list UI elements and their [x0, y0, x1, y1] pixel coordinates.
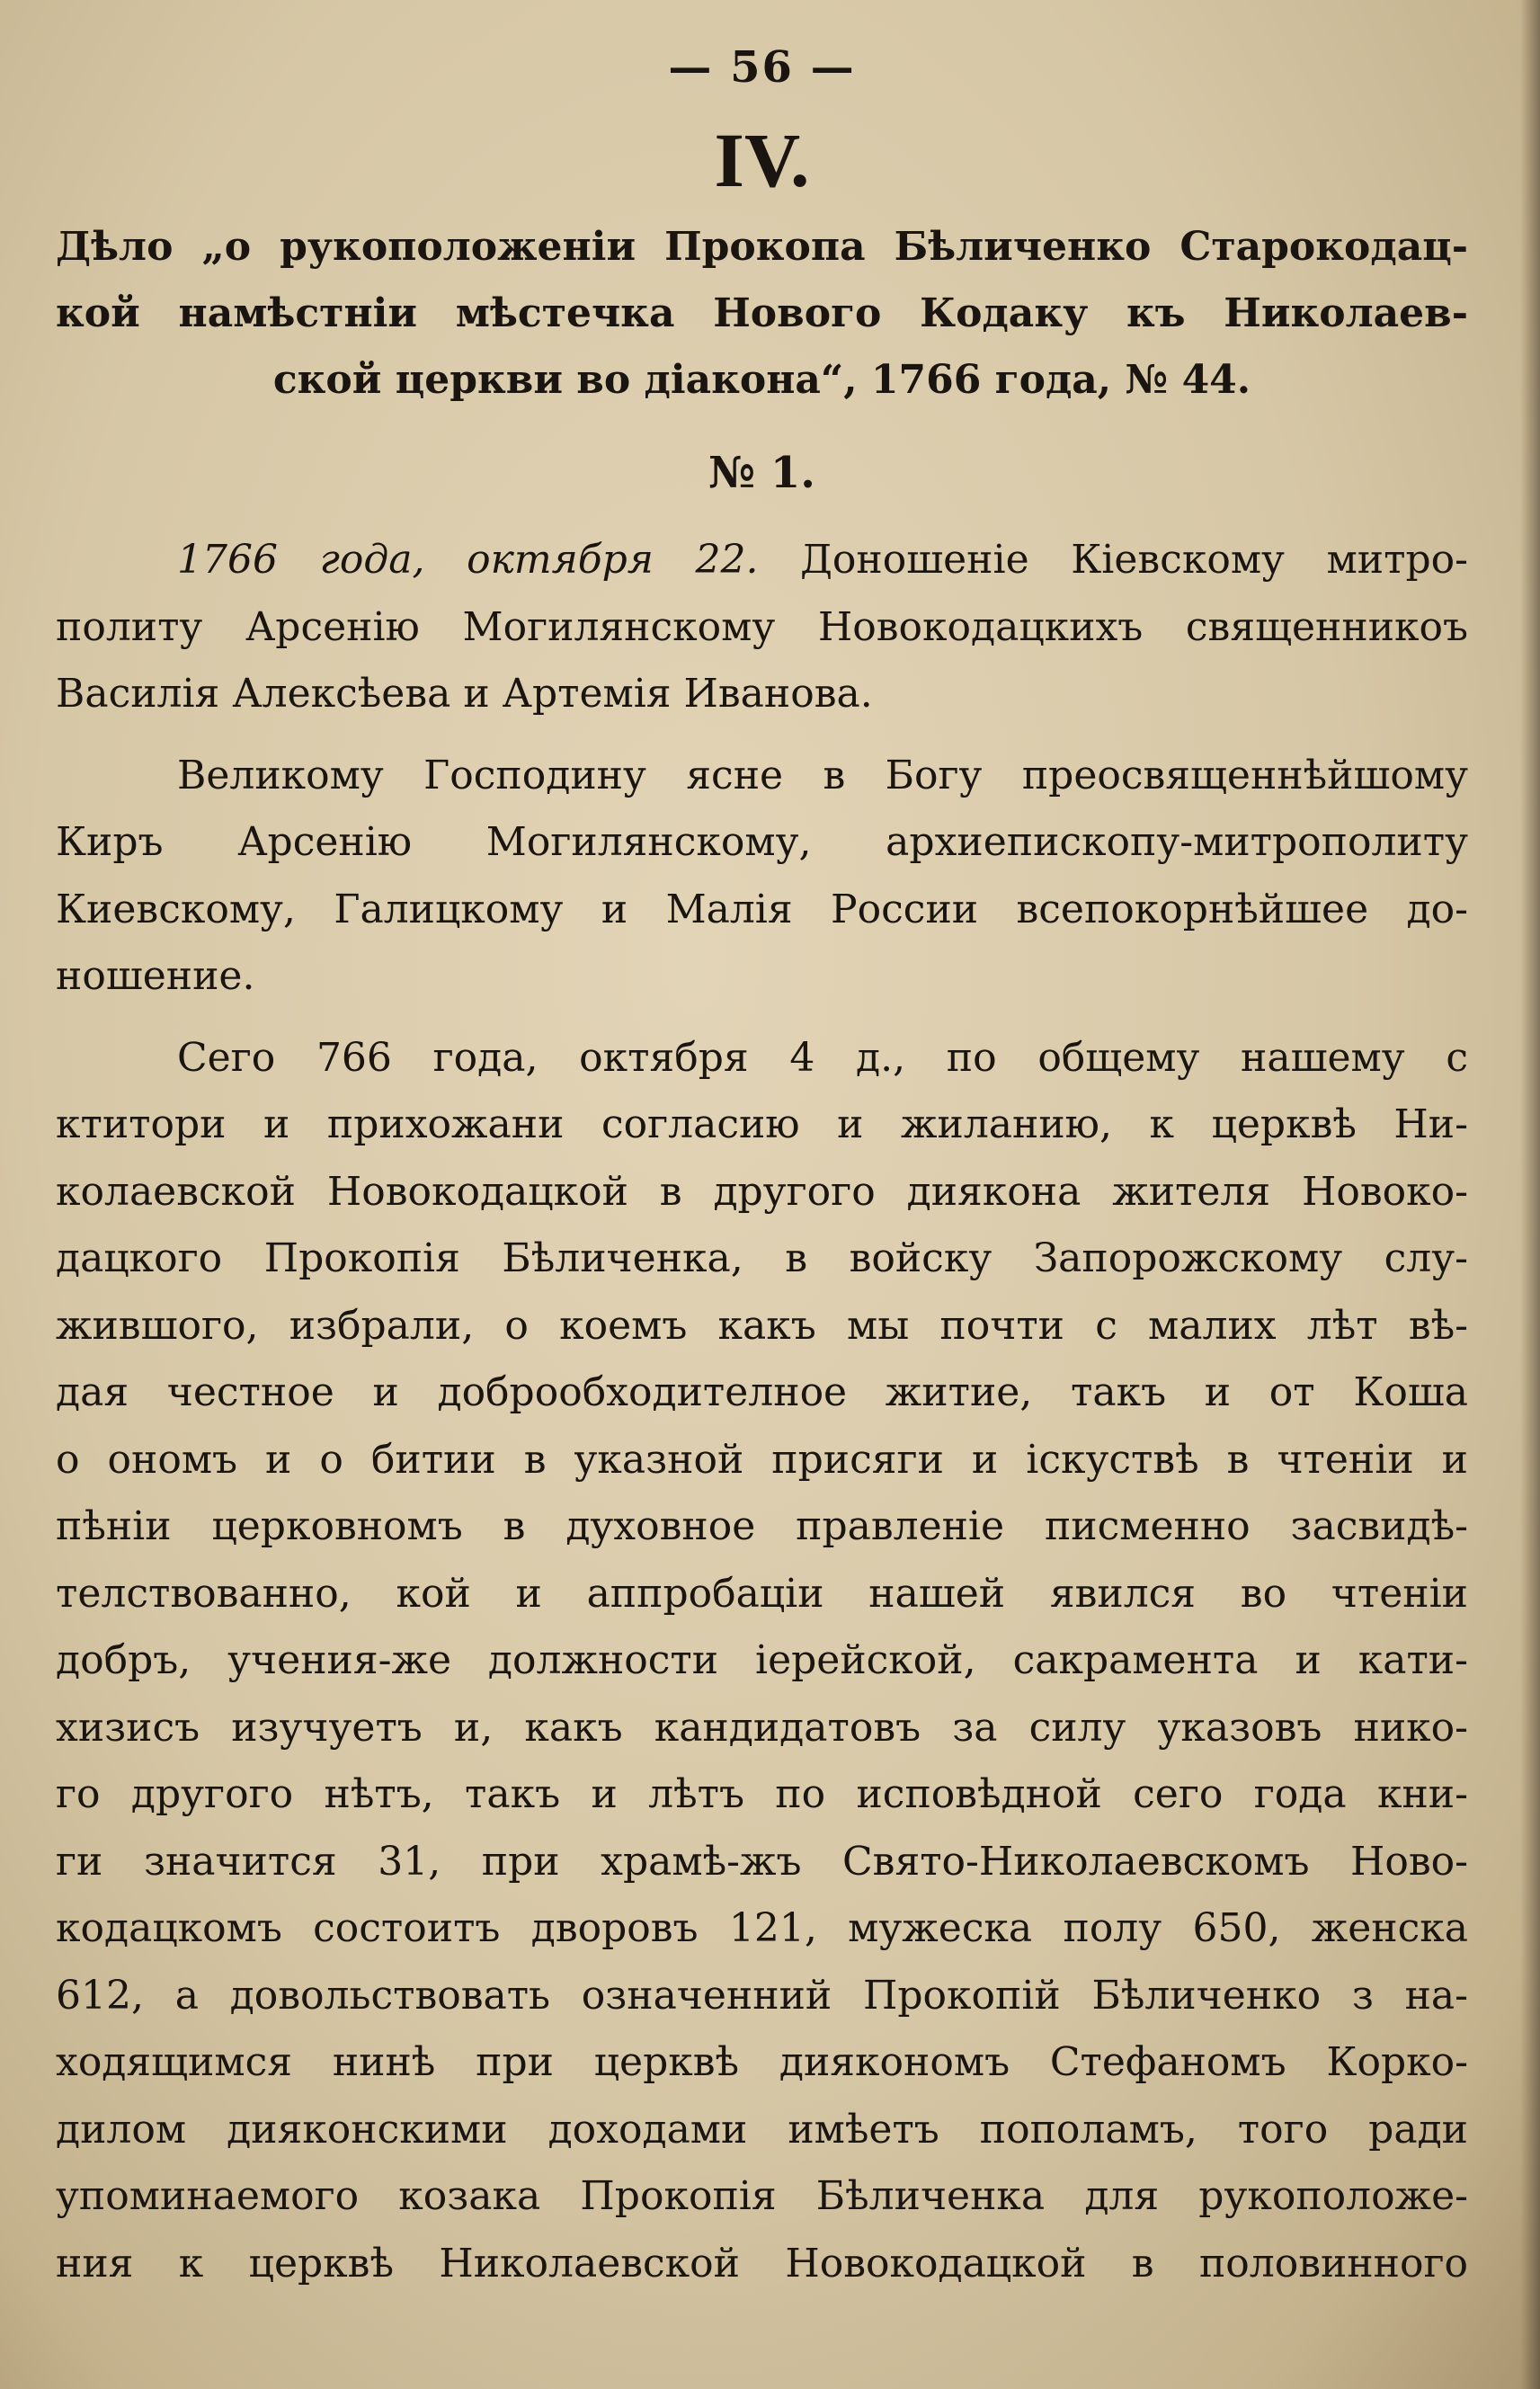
body-line: жившого, избрали, о коемъ какъ мы почти с малих лѣт вѣ- — [56, 1302, 1468, 1349]
body-line: пѣніи церковномъ в духовное правленіе писменно засвидѣ- — [56, 1503, 1468, 1549]
body-line: колаевской Новокодацкой в другого диякона жителя Новоко- — [56, 1168, 1468, 1215]
address-line: Киевскому, Галицкому и Малія России всепокорнѣйшее до- — [56, 886, 1468, 932]
body-line: дацкого Прокопія Бѣличенка, в войску Запорожскому слу- — [56, 1235, 1468, 1281]
title-line: ской церкви во діакона“, 1766 года, № 44. — [272, 357, 1251, 403]
body-line: дилом дияконскими доходами имѣетъ пополамъ, того ради — [56, 2106, 1468, 2153]
summary-line-rest: Доношеніе Кіевскому митро- — [758, 537, 1468, 583]
body-line: ктитори и прихожани согласию и жиланию, к церквѣ Ни- — [56, 1101, 1468, 1147]
body-line: упоминаемого козака Прокопія Бѣличенка для рукоположе- — [56, 2173, 1468, 2219]
title-line: кой намѣстніи мѣстечка Нового Кодаку къ Николаев- — [56, 290, 1468, 336]
summary-paragraph — [56, 527, 1468, 728]
body-line: дая честное и доброобходителное житие, такъ и от Коша — [56, 1369, 1468, 1415]
body-line: хизисъ изучуетъ и, какъ кандидатовъ за силу указовъ нико- — [56, 1704, 1468, 1751]
body-line: добръ, учения-же должности іерейской, сакрамента и кати- — [56, 1637, 1468, 1683]
body-line: го другого нѣтъ, такъ и лѣтъ по исповѣдной сего года кни- — [56, 1771, 1468, 1817]
summary-line: политу Арсенію Могилянскому Новокодацкихъ священникоъ — [56, 603, 1468, 650]
body-line: 612, а довольствовать означенний Прокопій Бѣличенко з на- — [56, 1972, 1468, 2019]
body-line: телствованно, кой и аппробаціи нашей явился во чтеніи — [56, 1570, 1468, 1617]
body-line: кодацкомъ состоитъ дворовъ 121, мужеска полу 650, женска — [56, 1905, 1468, 1951]
section-numeral: IV. — [714, 117, 810, 203]
body-line: ния к церквѣ Николаевской Новокодацкой в половинного — [56, 2240, 1468, 2286]
address-paragraph — [56, 743, 1468, 1011]
body-line: ги значится 31, при храмѣ-жъ Свято-Николаевскомъ Ново- — [56, 1838, 1468, 1885]
body-paragraph — [56, 1025, 1468, 2298]
document-number: № 1. — [708, 448, 815, 498]
body-line: Сего 766 года, октября 4 д., по общему нашему с — [177, 1034, 1468, 1081]
summary-line — [56, 527, 1468, 594]
page-number: — 56 — — [668, 42, 856, 93]
body-line: ходящимся нинѣ при церквѣ диякономъ Стефаномъ Корко- — [56, 2039, 1468, 2085]
page-edge-shadow — [1520, 0, 1540, 2389]
title-line: Дѣло „о рукоположеніи Прокопа Бѣличенко Старокодац- — [56, 224, 1468, 270]
summary-line: Василія Алексѣева и Артемія Иванова. — [56, 671, 873, 717]
address-line: Киръ Арсенію Могилянскому, архиепископу-митрополиту — [56, 819, 1468, 865]
summary-date: 1766 года, октября 22. — [177, 537, 759, 583]
document-title — [56, 214, 1468, 414]
address-line: ношение. — [56, 953, 255, 999]
body-line: о ономъ и о битии в указной присяги и іскуствѣ в чтеніи и — [56, 1436, 1468, 1483]
address-line: Великому Господину ясне в Богу преосвященнѣйшому — [177, 752, 1468, 798]
